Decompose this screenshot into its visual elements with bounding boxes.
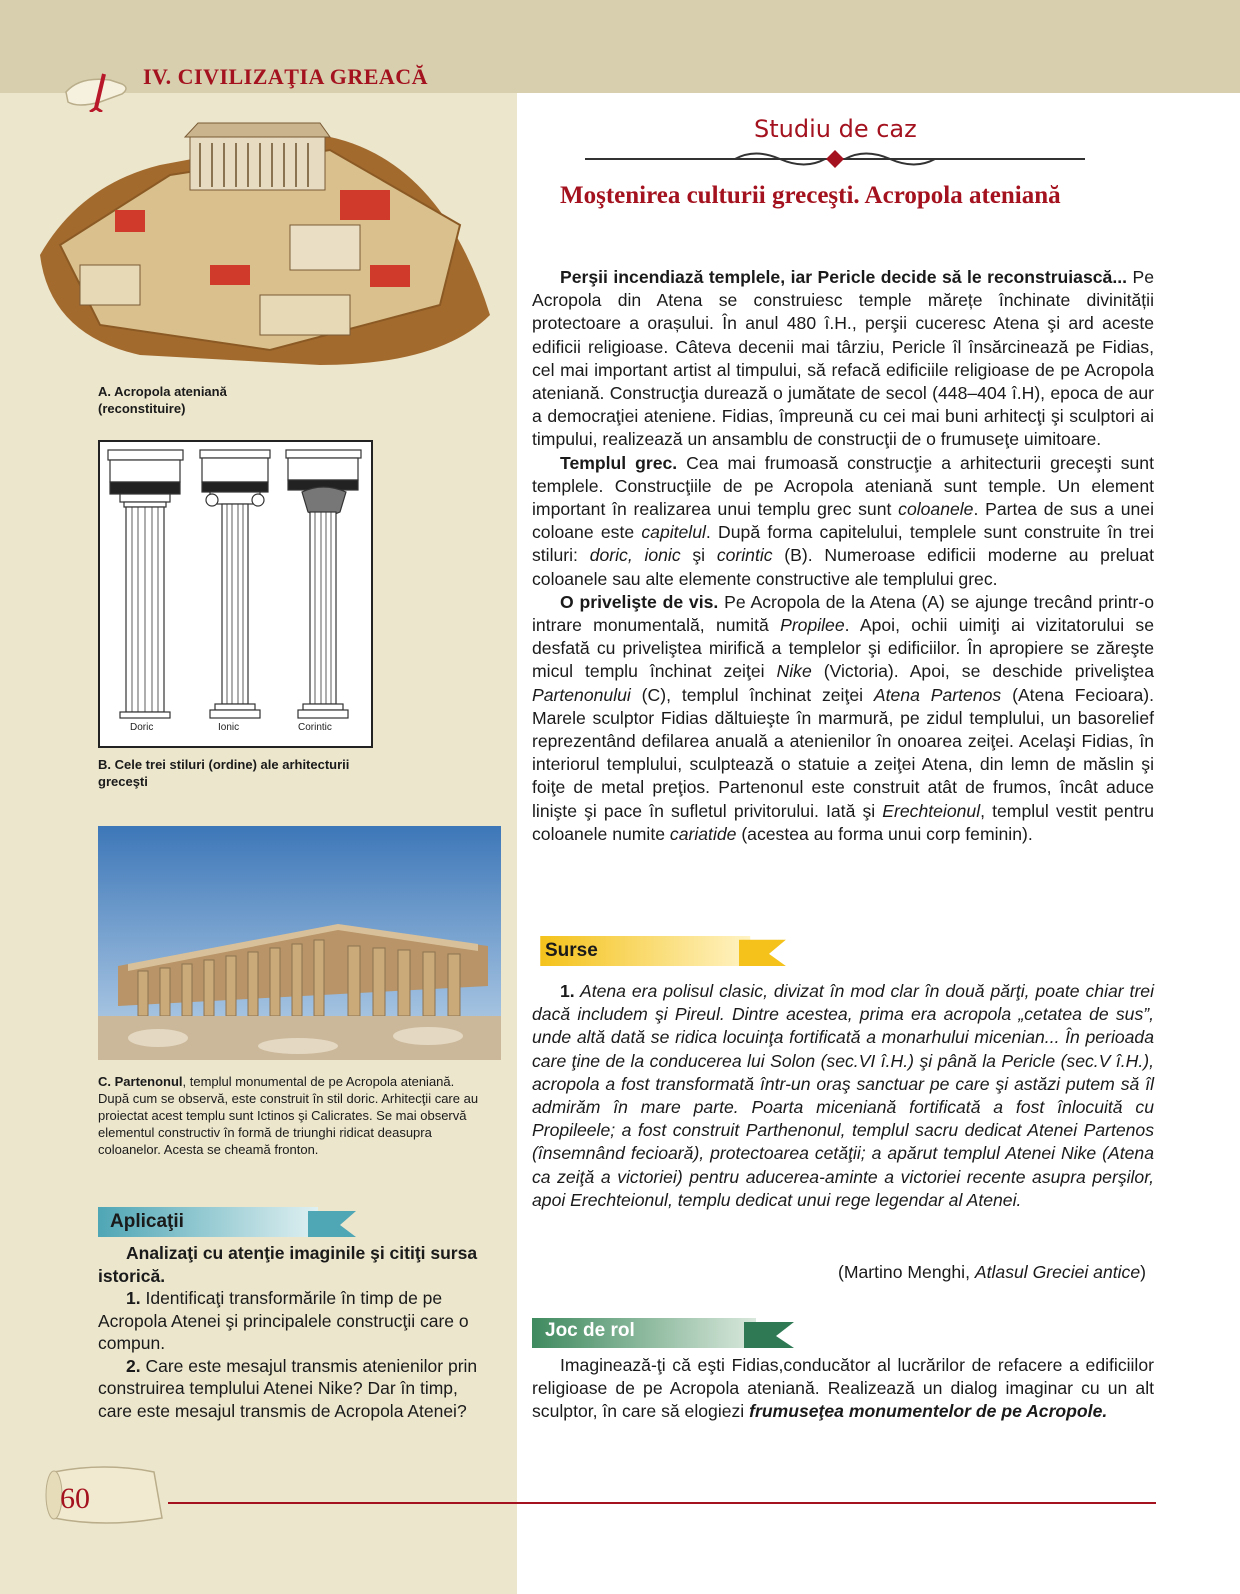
p1-text: Pe Acropola din Atena se construiesc temple mărețe închinate divinității protectoare a orașului. În anul 480 î.H., perşii cuceresc Atena şi ard aceste edificii religioase. Câteva decenii mai târziu, Pericle îl însărcinează pe Fidias, cel mai important artist al timpului, să refacă edificiile religioase de pe Acropola ateniană. Construcţia durează o jumătate de secol (448–404 î.H), epoca de aur a democraţiei ateniene. Fidias, împreună cu cei mai buni arhitecţi şi sculptori ai timpului, realizează un ansamblu de construcţii de o frumuseţe uimitoare.: [532, 267, 1154, 450]
q1-text: Identificaţi transformările în timp de pe Acropola Atenei şi principalele construcţii care o compun.: [98, 1288, 469, 1353]
p2-i4: corintic: [716, 545, 773, 566]
p1-bold: Perşii incendiază templele, iar Pericle decide să le reconstruiască...: [560, 267, 1127, 287]
caption-a-bold: A. Acropola ateniană: [98, 384, 227, 399]
p3-f: , templul vestit pentru coloanele numite: [532, 800, 1155, 844]
caption-a: [98, 383, 298, 417]
p3-i5: Erechteionul: [882, 800, 981, 821]
caption-a-rest: (reconstituire): [98, 401, 186, 416]
p2-e: (B). Numeroase edificii moderne au preluat coloanele sau alte elemente constructive ale templului grec.: [532, 545, 1154, 589]
q2-text: Care este mesajul transmis atenienilor prin construirea templului Atenei Nike? Dar în timp, care este mesajul transmis de Acropola Atenei?: [98, 1355, 478, 1421]
source-attribution: [838, 1262, 1146, 1283]
surse-label: Surse: [545, 940, 598, 961]
p3-g: (acestea au forma unui corp feminin).: [736, 823, 1033, 844]
p2-b: . Partea de sus a unei coloane este: [532, 499, 1154, 543]
q2-num: 2.: [126, 1355, 141, 1376]
joc-label: Joc de rol: [545, 1320, 635, 1341]
joc-text: [532, 1354, 1154, 1424]
aplicatii-intro: Analizaţi cu atenţie imaginile şi citiţi sursa istorică.: [98, 1243, 478, 1286]
attr-book: Atlasul Greciei antice: [974, 1262, 1141, 1282]
aplicatii-label: Aplicaţii: [110, 1211, 184, 1232]
scroll-icon: [60, 68, 134, 112]
p3-c: (Victoria). Apoi, se deschide priveliştea: [811, 661, 1154, 682]
p3-bold: O privelişte de vis.: [560, 591, 719, 612]
caption-c-rest: , templul monumental de pe Acropola ateniană. După cum se observă, este construit în stil doric. Arhitecţii care au proiectat acest templu sunt Ictinos şi Calicrates. Se mai observă elementul constructiv în formă de triunghi ridicat deasupra coloanelor. Acesta se cheamă fronton.: [98, 1074, 479, 1157]
p2-a: Cea mai frumoasă construcţie a arhitecturii greceşti sunt templele. Construcţiile de pe Acropola ateniană sunt temple. Un element important în realizarea unui templu grec sunt: [532, 452, 1154, 520]
paragraph-1: [532, 266, 1154, 452]
question-2: [98, 1355, 488, 1423]
p2-i1: coloanele: [898, 499, 974, 520]
p2-bold: Templul grec.: [560, 452, 678, 473]
caption-c: [98, 1073, 488, 1158]
p3-i3: Partenonului: [532, 684, 631, 705]
q1-num: 1.: [126, 1288, 141, 1308]
parthenon-photo: [98, 826, 501, 1060]
p2-i2: capitelul: [641, 522, 706, 543]
p3-i2: Nike: [776, 661, 812, 682]
label-doric: Doric: [130, 722, 154, 733]
p3-b: . Apoi, ochii uimiţi ai vizitatorului se desfată cu priveliştea mirifică a templelor şi edificiilor. În apropiere se zăreşte micul templu închinat zeiţei: [532, 615, 1154, 682]
label-ionic: Ionic: [218, 722, 240, 733]
p2-i3: doric, ionic: [589, 545, 681, 566]
acropolis-reconstruction-image: [20, 115, 498, 375]
caption-b: B. Cele trei stiluri (ordine) ale arhitecturii greceşti: [98, 757, 350, 789]
source-quote: [532, 980, 1154, 1212]
p2-c: . După forma capitelului, templele sunt construite în trei stiluri:: [532, 522, 1154, 566]
p3-d: (C), templul închinat zeiţei: [630, 684, 874, 705]
study-title: Moştenirea culturii greceşti. Acropola ateniană: [560, 182, 1061, 209]
columns-drawing: [100, 442, 371, 746]
p3-i4: Atena Partenos: [873, 684, 1002, 705]
caption-c-bold: C. Partenonul: [98, 1074, 183, 1089]
paragraph-3: [532, 591, 1154, 846]
chapter-title: IV. CIVILIZAŢIA GREACĂ: [143, 64, 429, 89]
ornament-divider: [585, 148, 1085, 170]
column-orders-figure: [98, 440, 373, 748]
sursa-text: Atena era polisul clasic, divizat în mod clar în două părţi, poate chiar trei dacă includem şi Pireul. Dintre acestea, prima era acropola „cetatea de sus”, unde altă dată se ridica locuinţa fortificată a monarhului micenian... În perioada care ţine de la conducerea lui Solon (sec.VI î.H.) şi până la Pericle (sec.V î.H.), acropola a fost transformată într-un oraş sanctuar pe care şi astăzi putem să îl admirăm în mare parte. Poarta miceniană fortificată a fost înlocuită cu Propileele; a fost construit Parthenonul, templul sacru dedicat Atenei Partenos (însemnând fecioară), protectoarea cetăţii; a apărut templul Atenei Nike (Atena ca zeiţă a victoriei) pentru aducerea-aminte a victoriei recente asupra perşilor, apoi Erechteionul, templu dedicat unui rege legendar al Atenei.: [532, 981, 1154, 1210]
page-number: 60: [60, 1482, 90, 1515]
p3-i1: Propilee: [780, 615, 845, 636]
footer-line: [168, 1502, 1156, 1504]
sursa-num: 1.: [560, 981, 575, 1001]
paragraph-2: [532, 452, 1154, 591]
joc-body: Imaginează-ţi că eşti Fidias,conducător al lucrărilor de refacere a edificiilor religioase de pe Acropola ateniană. Realizează un dialog imaginar cu un alt sculptor, în care să elogiezi: [532, 1355, 1154, 1422]
attr-author: (Martino Menghi,: [837, 1262, 975, 1282]
p2-d: şi: [680, 545, 717, 566]
aplicatii-text: [98, 1242, 488, 1422]
question-1: [98, 1287, 488, 1355]
label-corintic: Corintic: [298, 722, 332, 733]
p3-a: Pe Acropola de la Atena (A) se ajunge trecând printr-o intrare monumentală, numită: [532, 591, 1154, 636]
p3-i6: cariatide: [669, 823, 737, 844]
attr-end: ): [1140, 1262, 1146, 1282]
p3-e: (Atena Fecioara). Marele sculptor Fidias dăltuieşte în marmură, pe zidul templului, un basorelief reprezentând defilarea anuală a atenienilor în onoarea zeiţei. Acelaşi Fidias, în interiorul templului, sculptează o statuie a zeiţei Atena, din lemn de măslin şi foiţe de metal preţios. Partenonul este construit atât de frumos, încât aduce linişte şi pace în sufletul privitorului. Iată şi: [532, 684, 1154, 821]
main-article: [532, 266, 1154, 846]
joc-bold: frumuseţea monumentelor de pe Acropole.: [749, 1401, 1108, 1422]
study-label: Studiu de caz: [754, 115, 917, 143]
